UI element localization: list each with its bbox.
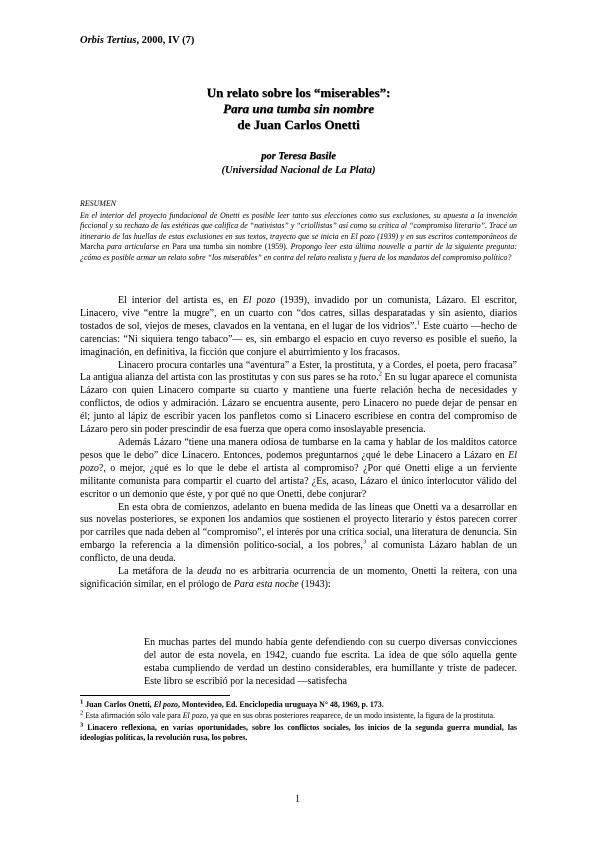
abstract-text-part: En el interior del proyecto fundacional de Onetti es posible leer tanto sus elecciones como sus exclusiones, su apuesta a la invención ficcional y su rechazo de las estéticas que califica de “nativistas” y “criollistas” así como su crítica al “compromiso literario”. Tracé un itinerario de las huellas de estas exclusiones en sus textos, trayecto que se inicia en El pozo (1939) y en sus escritos contemporáneos de: [80, 210, 517, 241]
text-run: Este cuarto —hecho de carencias: “Ni siquiera tengo tabaco”— es, sin embargo el espacio en cuyo reverso es posible el sueño, la imaginación, en definitiva, la ficción que conjure el aburrimiento y los fracasos.: [80, 320, 517, 358]
work-title: El pozo: [242, 295, 276, 306]
abstract-text-part: para articularse en: [104, 242, 173, 252]
text-run: Esta afirmación sólo vale para: [83, 711, 183, 721]
text-run: ?, o mejor, ¿qué es lo que le debe el artista al compromiso? ¿Por qué Onetti elige a un ferviente militante comunista para compartir el cuarto del artista? ¿Es, acaso, Lázaro el único interlocutor válido del escritor o un demonio que éste, y por qué no que Onetti, debe conjurar?: [80, 462, 517, 500]
paragraph-3: [80, 437, 517, 502]
journal-header: [80, 35, 194, 46]
abstract-text: [80, 211, 517, 264]
footnotes: [80, 700, 517, 745]
article-title: [80, 85, 517, 133]
paragraph-4: [80, 502, 517, 567]
text-run: al comunista Lázaro hablan de un conflicto, de una deuda.: [80, 540, 517, 565]
author-block: [80, 150, 517, 178]
footnote-3: [80, 723, 517, 744]
text-run: El interior del artista es, en: [118, 295, 243, 306]
paragraph-1: [80, 295, 517, 360]
footnote-1: [80, 700, 517, 710]
abstract-text-part: . Propongo leer esta última nouvelle a partir de la siguiente pregunta: ¿cómo es posible armar un relato sobre “los miserables” en contra del relato realista y fuera de los mandatos del compromiso político?: [80, 242, 518, 262]
work-title: El pozo: [153, 700, 178, 709]
footnote-ref-1[interactable]: 1: [417, 319, 421, 327]
author-affiliation: (Universidad Nacional de La Plata): [221, 165, 376, 176]
text-run: (1943):: [298, 578, 331, 590]
footnote-ref-2[interactable]: 2: [378, 371, 382, 379]
footnote-number: 1: [80, 698, 84, 706]
text-run: Linacero procura contarles una “aventura” a Ester, la prostituta, y a Cordes, el poeta, pero fracasa” La antigua alianza del artista con las prostitutas y con sus pares se ha roto.: [80, 359, 517, 384]
text-run: (1939), invadido por un comunista, Lázaro. El escritor, Linacero, vive “entre la mugre”, en un cuarto con “dos catres, sillas desparatadas y sin asiento, diarios tostados de sol, viejos de meses, clavados en la ventana, en el lugar de los vidrios”.: [80, 295, 517, 332]
paragraph-2: [80, 360, 517, 437]
text-run: Además Lázaro “tiene una manera odiosa de tumbarse en la cama y hablar de los malditos catorce pesos que le debo” dice Linacero. Entonces, podemos preguntarnos ¿qué le debe Linacero a Lázaro en: [80, 436, 517, 461]
text-run: La metáfora de la: [118, 566, 198, 578]
text-run: no es arbitraria ocurrencia de un momento, Onetti la reitera, con una significación similar, en el prólogo de: [80, 566, 517, 590]
text-run: , ya que en sus obras posteriores reaparece, de un modo insistente, la figura de la prostituta.: [206, 711, 495, 721]
author-byline: por Teresa Basile: [261, 151, 336, 162]
abstract: [80, 199, 517, 264]
article-body: [80, 295, 517, 592]
work-title: El pozo: [182, 711, 207, 721]
emphasis: deuda: [197, 566, 222, 578]
text-run: En su lugar aparece el comunista Lázaro con quien Linacero comparte su cuarto y mantiene una fuerte relación hecha de necesidades y conflictos, de odios y admiración. Lázaro se encuentra ausente, pero Linacero no puede dejar de pensar en él; junto al lápiz de escribir yacen los panfletos como si Linacero escribiese en contra del compromiso de Lázaro pero sin poder prescindir de esa fuerza que opera como insoslayable presencia.: [80, 372, 517, 436]
title-line-1: Un relato sobre los “miserables”:: [206, 85, 391, 100]
text-run: Linacero reflexiona, en varias oportunidades, sobre los conflictos sociales, los inicios de la segunda guerra mundial, las ideologías políticas, la revolución rusa, los pobres.: [80, 722, 517, 743]
page-number: 1: [295, 794, 300, 805]
journal-name: Orbis Tertius: [80, 35, 137, 46]
title-line-2: Para una tumba sin nombre: [223, 101, 374, 116]
abstract-work-title: Para una tumba sin nombre (1959): [172, 242, 286, 252]
footnote-2: [80, 711, 517, 721]
abstract-marcha: Marcha: [80, 242, 105, 252]
text-run: Juan Carlos Onetti,: [83, 700, 154, 709]
block-quote: En muchas partes del mundo había gente defendiendo con su cuerpo diversas convicciones del autor de esta novela, en 1942, cuando fue escrita. La idea de que sólo aquella gente estaba cumpliendo de verdad un destino considerables, era humillante y triste de padecer. Este libro se escribió por la necesidad —satisfecha: [144, 637, 517, 687]
paragraph-5: [80, 566, 517, 592]
text-run: En esta obra de comienzos, adelanto en buena medida de las líneas que Onetti va a desarrollar en sus novelas posteriores, se exponen los andamios que sostienen el proyecto literario y éstos parecen correr por carriles que nada deben al “compromiso”, el interés por una crítica social, una literatura de denuncia. Sin embargo la referencia a la dimensión político-social, a los pobres,: [80, 501, 517, 552]
footnote-number: 3: [80, 721, 84, 729]
text-run: , Montevideo, Ed. Enciclopedia uruguaya N° 48, 1969, p. 173.: [177, 700, 384, 709]
footnote-ref-3[interactable]: 3: [363, 538, 367, 546]
title-line-3: de Juan Carlos Onetti: [237, 117, 360, 132]
work-title: El pozo: [80, 449, 517, 474]
footnote-divider: [80, 695, 230, 696]
abstract-heading: RESUMEN: [80, 199, 116, 208]
journal-issue: , 2000, IV (7): [136, 35, 195, 46]
work-title: Para esta noche: [233, 578, 299, 590]
footnote-number: 2: [80, 709, 84, 717]
